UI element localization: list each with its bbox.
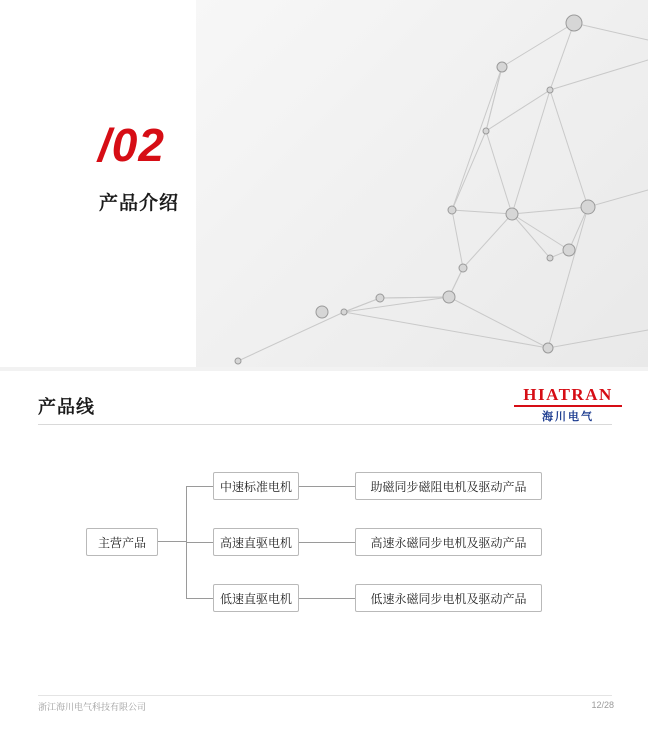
diagram-mid-node-1: 中速标准电机: [213, 472, 299, 500]
diagram-mid-node-2: 高速直驱电机: [213, 528, 299, 556]
footer-company: 浙江海川电气科技有限公司: [38, 702, 147, 712]
connector-leaf-2: [299, 542, 355, 543]
network-graphic-panel: [196, 0, 648, 367]
diagram-root-node: 主营产品: [86, 528, 158, 556]
footer-page-number: 12/28: [591, 700, 614, 710]
product-line-slide: [0, 371, 648, 737]
connector-branch-2: [186, 542, 213, 543]
logo-wordmark: HIATRAN: [523, 385, 613, 404]
diagram-leaf-node-1: 助磁同步磁阻电机及驱动产品: [355, 472, 542, 500]
title-divider: [38, 424, 612, 425]
section-title: 产品介绍: [99, 193, 180, 214]
footer-divider: [38, 695, 612, 696]
diagram-leaf-node-3: 低速永磁同步电机及驱动产品: [355, 584, 542, 612]
company-logo: [514, 386, 622, 424]
diagram-mid-node-3: 低速直驱电机: [213, 584, 299, 612]
section-number: /02: [98, 119, 165, 171]
section-divider-left-panel: [0, 0, 197, 367]
connector-branch-1: [186, 486, 213, 487]
page-title: 产品线: [38, 397, 95, 417]
diagram-leaf-node-2: 高速永磁同步电机及驱动产品: [355, 528, 542, 556]
logo-chinese-name: 海川电气: [542, 410, 594, 423]
section-divider-slide: [0, 0, 648, 367]
logo-divider: [514, 405, 622, 407]
connector-leaf-1: [299, 486, 355, 487]
connector-branch-3: [186, 598, 213, 599]
connector-root-stem: [158, 541, 186, 542]
connector-leaf-3: [299, 598, 355, 599]
product-line-diagram: [0, 466, 648, 656]
network-node-icon: [196, 0, 648, 367]
